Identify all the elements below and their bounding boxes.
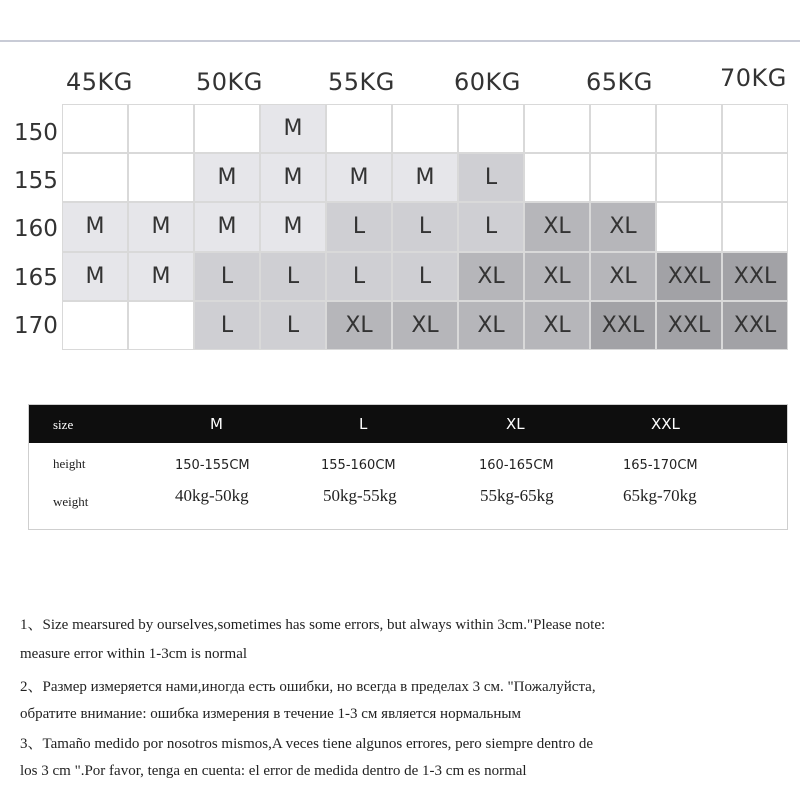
grid-cell-r1-c4: M — [326, 153, 392, 202]
height-label-160: 160 — [14, 216, 58, 242]
weight-label-45: 45KG — [66, 68, 133, 96]
weight-label-60: 60KG — [454, 68, 521, 96]
grid-cell-r1-c3: M — [260, 153, 326, 202]
grid-cell-r4-c0 — [62, 301, 128, 350]
note-1-line-1: 1、Size mearsured by ourselves,sometimes has some errors, but always within 3cm."Please note: — [20, 617, 606, 633]
note-2-line-2: обратите внимание: ошибка измерения в течение 1-3 см является нормальным — [20, 706, 521, 722]
grid-cell-r4-c9: XXL — [656, 301, 722, 350]
grid-cell-r2-c7: XL — [524, 202, 590, 251]
grid-cell-r2-c9 — [656, 202, 722, 251]
grid-cell-r0-c2 — [194, 104, 260, 153]
weight-label-65: 65KG — [586, 68, 653, 96]
weight-range-xxl: 65kg-70kg — [623, 486, 697, 505]
grid-cell-r1-c8 — [590, 153, 656, 202]
grid-cell-r2-c2: M — [194, 202, 260, 251]
grid-cell-r4-c10: XXL — [722, 301, 788, 350]
grid-cell-r1-c7 — [524, 153, 590, 202]
top-divider — [0, 40, 800, 42]
grid-cell-r3-c1: M — [128, 252, 194, 301]
grid-cell-r3-c3: L — [260, 252, 326, 301]
weight-label-70: 70KG — [720, 64, 787, 92]
grid-cell-r3-c2: L — [194, 252, 260, 301]
grid-cell-r0-c8 — [590, 104, 656, 153]
weight-range-xl: 55kg-65kg — [480, 486, 554, 505]
size-table — [28, 404, 788, 530]
grid-cell-r0-c1 — [128, 104, 194, 153]
size-header-xxl: XXL — [651, 415, 680, 433]
note-3-line-2: los 3 cm ".Por favor, tenga en cuenta: el error de medida dentro de 1-3 cm es normal — [20, 763, 527, 779]
grid-cell-r4-c8: XXL — [590, 301, 656, 350]
grid-cell-r2-c6: L — [458, 202, 524, 251]
weight-label-50: 50KG — [196, 68, 263, 96]
grid-cell-r0-c7 — [524, 104, 590, 153]
height-range-m: 150-155CM — [175, 458, 250, 473]
height-range-l: 155-160CM — [321, 458, 396, 473]
size-header-label: size — [53, 417, 74, 432]
grid-cell-r4-c7: XL — [524, 301, 590, 350]
grid-cell-r3-c7: XL — [524, 252, 590, 301]
height-label-170: 170 — [14, 313, 58, 339]
grid-cell-r0-c0 — [62, 104, 128, 153]
note-2-line-1: 2、Размер измеряется нами,иногда есть ошибки, но всегда в пределах 3 см. "Пожалуйста, — [20, 679, 596, 695]
grid-cell-r3-c10: XXL — [722, 252, 788, 301]
grid-cell-r4-c6: XL — [458, 301, 524, 350]
height-label-150: 150 — [14, 120, 58, 146]
height-range-xl: 160-165CM — [479, 458, 554, 473]
grid-cell-r0-c5 — [392, 104, 458, 153]
grid-cell-r3-c9: XXL — [656, 252, 722, 301]
grid-cell-r3-c4: L — [326, 252, 392, 301]
weight-range-l: 50kg-55kg — [323, 486, 397, 505]
weight-row-label: weight — [53, 494, 89, 509]
note-3-line-1: 3、Tamaño medido por nosotros mismos,A veces tiene algunos errores, pero siempre dentro de — [20, 736, 593, 752]
grid-cell-r1-c10 — [722, 153, 788, 202]
size-header-xl: XL — [506, 415, 525, 433]
grid-cell-r4-c1 — [128, 301, 194, 350]
grid-cell-r3-c6: XL — [458, 252, 524, 301]
grid-cell-r4-c2: L — [194, 301, 260, 350]
weight-label-55: 55KG — [328, 68, 395, 96]
height-row-label: height — [53, 456, 86, 471]
grid-cell-r3-c0: M — [62, 252, 128, 301]
grid-cell-r2-c3: M — [260, 202, 326, 251]
grid-cell-r1-c9 — [656, 153, 722, 202]
grid-cell-r4-c4: XL — [326, 301, 392, 350]
grid-cell-r2-c8: XL — [590, 202, 656, 251]
size-grid — [62, 104, 788, 350]
grid-cell-r0-c9 — [656, 104, 722, 153]
size-header-l: L — [359, 415, 368, 433]
height-label-165: 165 — [14, 265, 58, 291]
grid-cell-r2-c5: L — [392, 202, 458, 251]
grid-cell-r4-c5: XL — [392, 301, 458, 350]
grid-cell-r3-c8: XL — [590, 252, 656, 301]
size-header-m: M — [210, 415, 223, 433]
height-range-xxl: 165-170CM — [623, 458, 698, 473]
grid-cell-r2-c4: L — [326, 202, 392, 251]
note-1-line-2: measure error within 1-3cm is normal — [20, 646, 248, 662]
grid-cell-r1-c1 — [128, 153, 194, 202]
grid-cell-r0-c10 — [722, 104, 788, 153]
grid-cell-r2-c1: M — [128, 202, 194, 251]
grid-cell-r4-c3: L — [260, 301, 326, 350]
grid-cell-r1-c5: M — [392, 153, 458, 202]
grid-cell-r0-c6 — [458, 104, 524, 153]
size-table-header — [29, 405, 787, 443]
grid-cell-r2-c0: M — [62, 202, 128, 251]
weight-range-m: 40kg-50kg — [175, 486, 249, 505]
grid-cell-r0-c3: M — [260, 104, 326, 153]
grid-cell-r1-c2: M — [194, 153, 260, 202]
grid-cell-r1-c0 — [62, 153, 128, 202]
grid-cell-r1-c6: L — [458, 153, 524, 202]
grid-cell-r2-c10 — [722, 202, 788, 251]
grid-cell-r0-c4 — [326, 104, 392, 153]
height-label-155: 155 — [14, 168, 58, 194]
grid-cell-r3-c5: L — [392, 252, 458, 301]
